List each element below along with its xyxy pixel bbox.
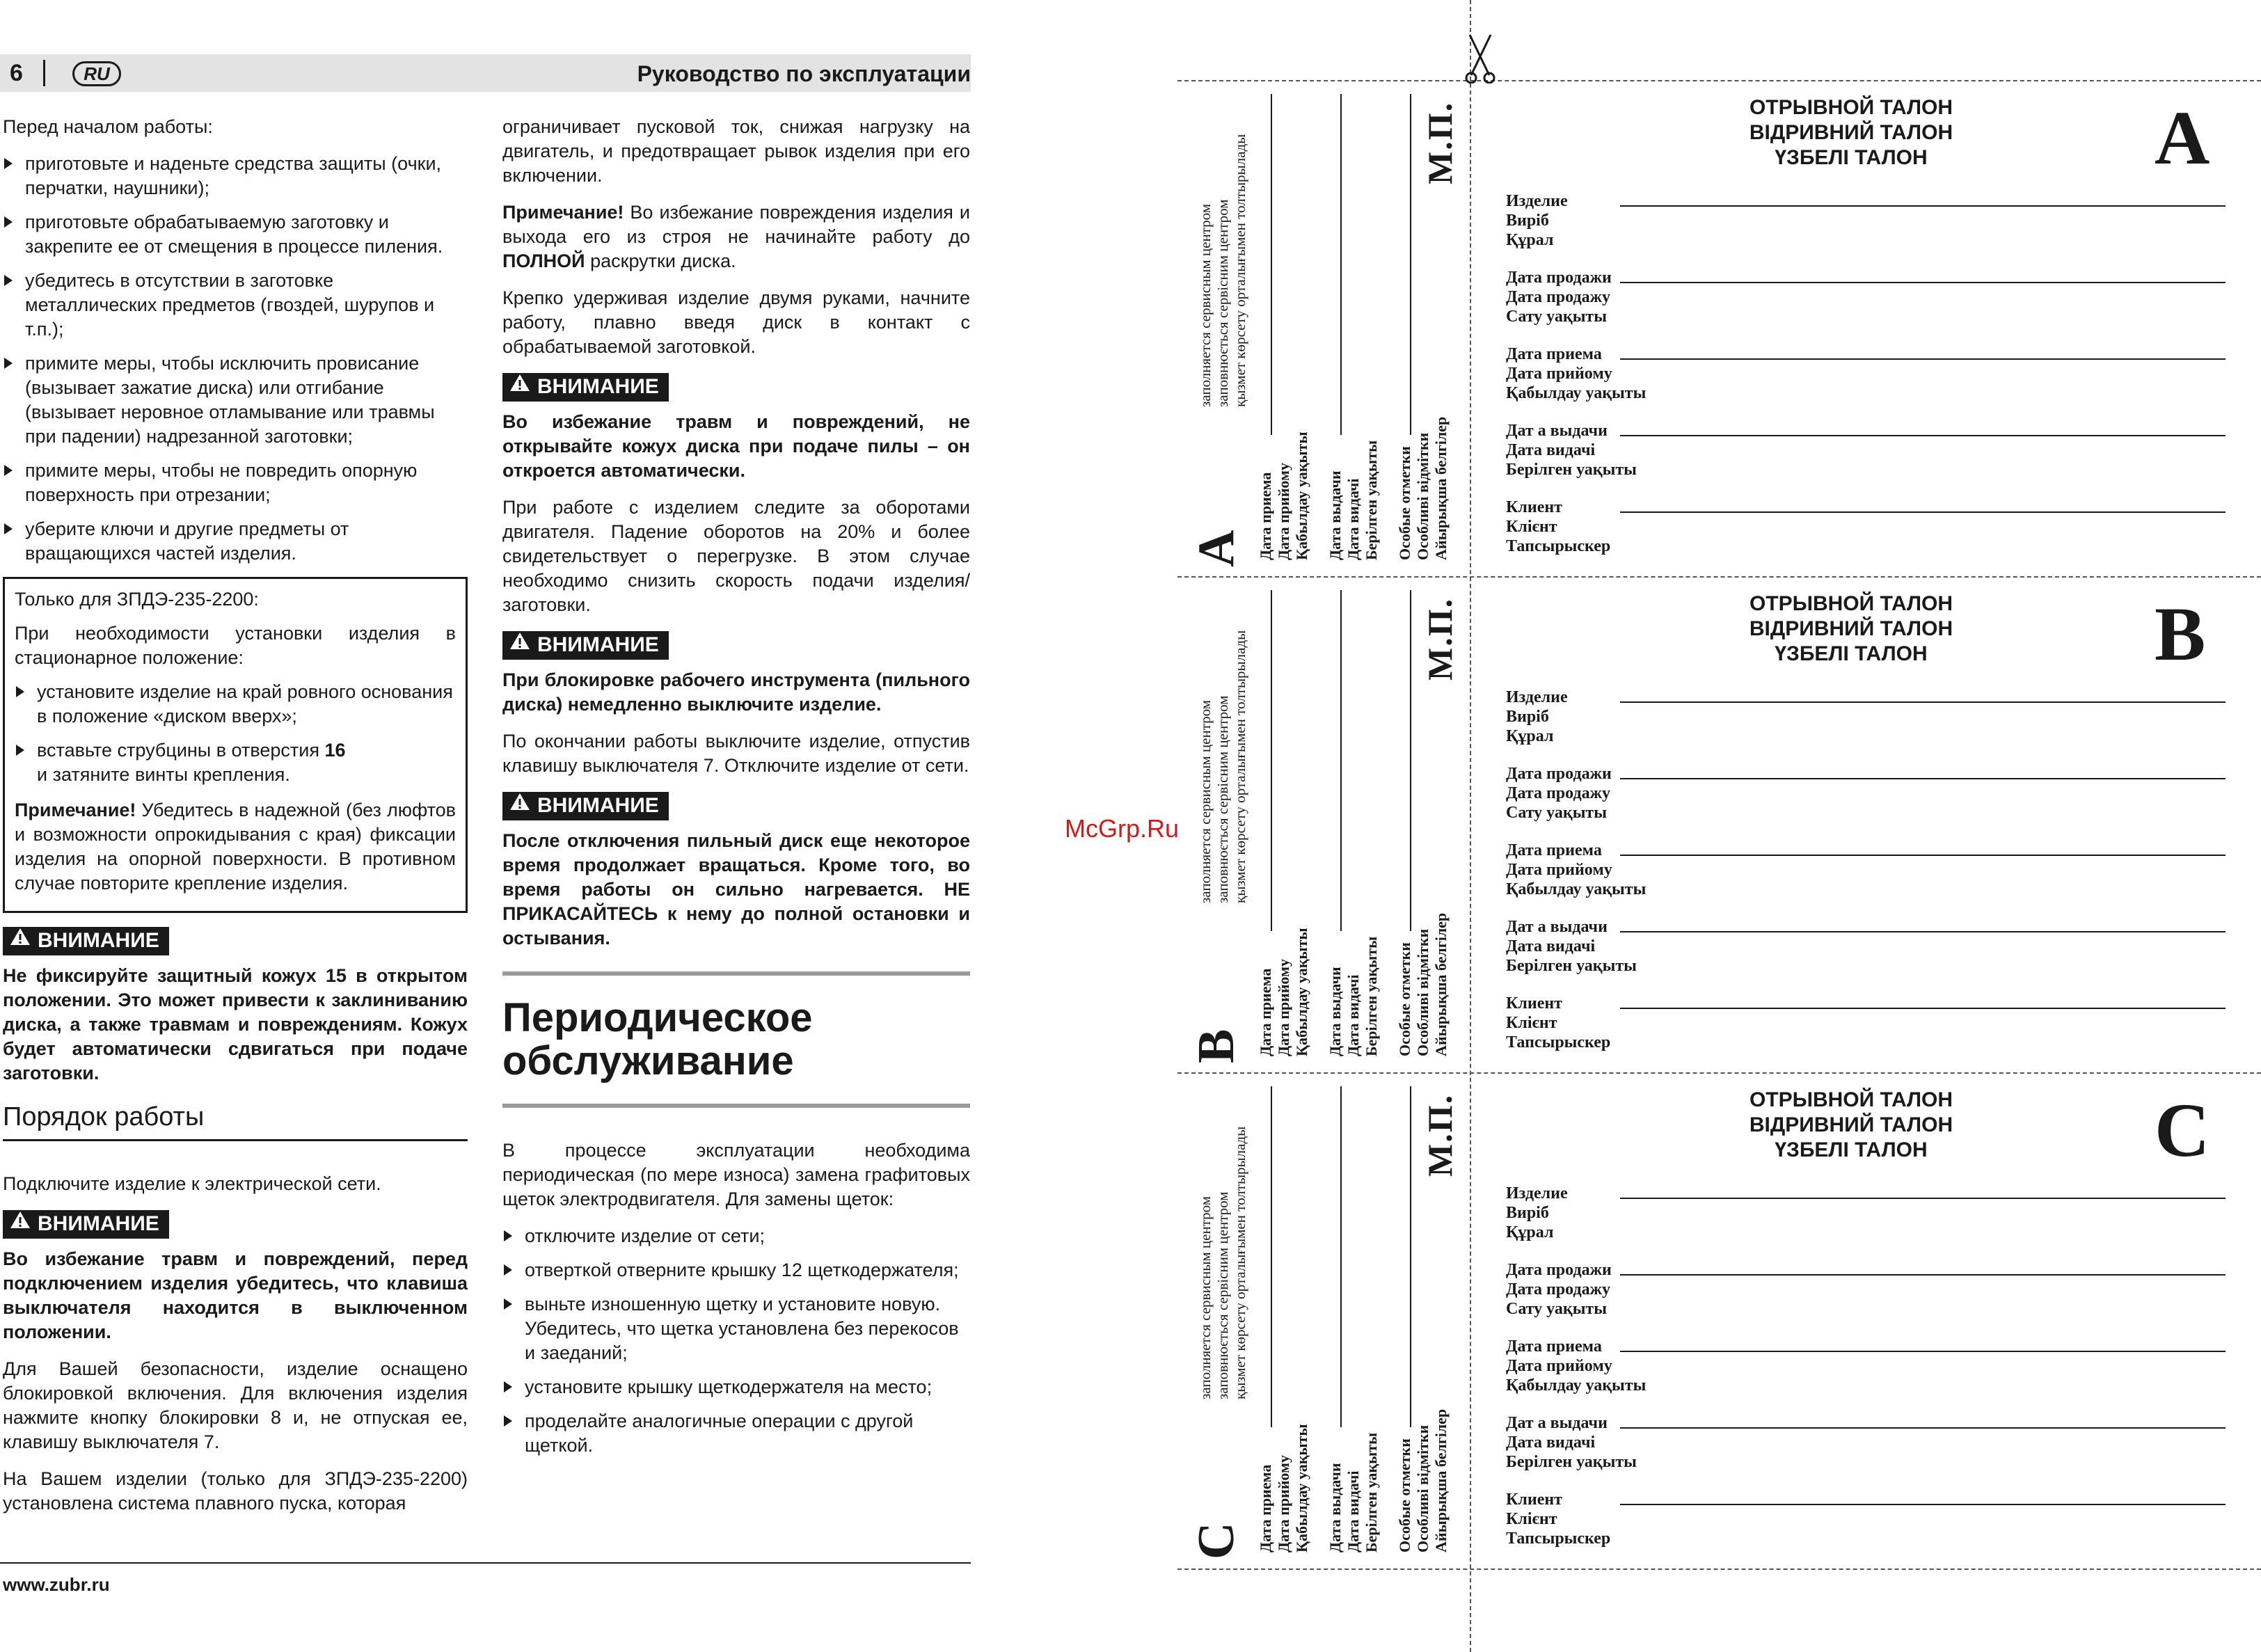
- list-item: приготовьте обрабатываемую заготовку и закрепите ее от смещения в процессе пиления.: [3, 210, 468, 259]
- coupon-field-line[interactable]: [1620, 855, 2226, 856]
- stub-fill-line: [1340, 94, 1342, 435]
- title-line: ОТРЫВНОЙ ТАЛОН: [1749, 96, 1953, 119]
- field-label-line: Сату уақыты: [1506, 1300, 1607, 1318]
- field-label-line: Тапсырыскер: [1506, 1033, 1611, 1051]
- stamp-placeholder: М.П.: [1420, 1093, 1459, 1177]
- stub-line-text: Дата видачі: [1344, 974, 1362, 1056]
- list-item: выньте изношенную щетку и установите новую. Убедитесь, что щетка установлена без перекосов и заеданий;: [502, 1292, 970, 1365]
- warning-icon: [509, 372, 530, 399]
- coupon-title: [1712, 1088, 1990, 1163]
- stub-line-text: Дата прийому: [1275, 463, 1292, 560]
- safety-text: Для Вашей безопасности, изделие оснащено блокировкой включения. Для включения изделия нажмите кнопку блокировки 8 и, не отпуская ее, клавишу выключателя 7.: [3, 1358, 468, 1453]
- coupon-title: [1712, 591, 1990, 667]
- warning-label: ВНИМАНИЕ: [38, 929, 159, 952]
- stub-service-text: [1197, 134, 1249, 407]
- coupon-field-line[interactable]: [1620, 205, 2226, 207]
- coupon-field-label: [1506, 268, 1612, 326]
- stub-line-text: Дата прийому: [1275, 1455, 1292, 1552]
- stub-letter: C: [1188, 1522, 1245, 1559]
- warning-badge: [3, 1210, 169, 1239]
- stub-line-text: Особливі відмітки: [1414, 928, 1431, 1056]
- stub-line-text: Особливі відмітки: [1414, 1424, 1431, 1552]
- section-title: Порядок работы: [3, 1105, 468, 1141]
- stub-line-text: Қабылдау уақыты: [1293, 1424, 1310, 1552]
- cut-line-horizontal: [1177, 1568, 2261, 1570]
- title-line: ҮЗБЕЛІ ТАЛОН: [1775, 1138, 1928, 1161]
- list-item: установите крышку щеткодержателя на место;: [502, 1375, 970, 1399]
- field-label-line: Қабылдау уақыты: [1506, 384, 1647, 402]
- list-item: уберите ключи и другие предметы от вращающихся частей изделия.: [3, 517, 468, 566]
- title-line: ОТРЫВНОЙ ТАЛОН: [1749, 1088, 1953, 1111]
- coupon-field-label: [1506, 191, 1568, 250]
- stub-line-text: заповнюється сервісним центром: [1214, 199, 1231, 407]
- field-label-line: Дата видачі: [1506, 441, 1596, 459]
- warning-label: ВНИМАНИЕ: [537, 375, 659, 398]
- field-label-line: Дата приема: [1506, 841, 1602, 859]
- field-label-line: Клиент: [1506, 994, 1562, 1012]
- field-label-line: Изделие: [1506, 192, 1568, 210]
- field-label-line: Виріб: [1506, 212, 1549, 230]
- stub-line-text: Дата видачі: [1344, 1470, 1362, 1552]
- warning-badge: [3, 927, 169, 955]
- stub-fill-line: [1340, 1086, 1342, 1427]
- field-label-line: Дата продажи: [1506, 765, 1612, 783]
- cut-line-horizontal: [1177, 576, 2261, 578]
- warning-label: ВНИМАНИЕ: [537, 633, 659, 657]
- field-label-line: Қабылдау уақыты: [1506, 1376, 1647, 1395]
- field-label-line: Дата продажу: [1506, 784, 1610, 802]
- coupon-field-line[interactable]: [1620, 1504, 2226, 1505]
- title-line: ҮЗБЕЛІ ТАЛОН: [1775, 642, 1928, 665]
- field-label-line: Дата продажу: [1506, 1280, 1610, 1298]
- field-label-line: Дата продажу: [1506, 288, 1610, 306]
- field-label-line: Дат а выдачи: [1506, 918, 1608, 936]
- item-text: и затяните винты крепления.: [37, 764, 290, 785]
- field-label-line: Тапсырыскер: [1506, 537, 1611, 555]
- field-label-line: Құрал: [1506, 231, 1554, 249]
- warning-icon: [10, 1209, 31, 1237]
- stub-letter: B: [1188, 1028, 1245, 1063]
- stub-line-text: Дата прийому: [1275, 959, 1292, 1056]
- coupon-field-label: [1506, 917, 1637, 976]
- coupon-field-label: [1506, 764, 1612, 823]
- column-left: [3, 115, 468, 1528]
- field-label-line: Клиент: [1506, 1491, 1562, 1509]
- stub-line-text: Особые отметки: [1396, 446, 1413, 560]
- stub-marks: [1396, 913, 1450, 1056]
- stub-accept-date: [1257, 1424, 1311, 1552]
- field-label-line: Дата продажи: [1506, 269, 1612, 287]
- note-paragraph: [502, 200, 970, 273]
- stub-service-text: [1197, 1127, 1249, 1399]
- item-text: вставьте струбцины в отверстия: [37, 740, 325, 761]
- stub-line-text: заповнюється сервісним центром: [1214, 1191, 1231, 1399]
- coupon-field-line[interactable]: [1620, 778, 2226, 779]
- stub-marks: [1396, 417, 1450, 560]
- note-text: Убедитесь в надежной (без люфтов и возможности опрокидывания с края) фиксации изделия на опорной поверхности. В противном случае повторите крепление изделия.: [15, 800, 456, 893]
- list-item: приготовьте и наденьте средства защиты (очки, перчатки, наушники);: [3, 152, 468, 200]
- warning-text: После отключения пильный диск еще некоторое время продолжает вращаться. Кроме того, во время работы он сильно нагревается. НЕ ПРИКАСАЙТЕСЬ к нему до полной остановки и остывания.: [502, 830, 970, 949]
- maintenance-title: Периодическое обслуживание: [502, 971, 970, 1108]
- softstart-text: На Вашем изделии (только для ЗПДЭ-235-2200) установлена система плавного пуска, которая: [3, 1468, 468, 1514]
- stub-fill-line: [1271, 94, 1272, 435]
- field-label-line: Тапсырыскер: [1506, 1530, 1611, 1548]
- coupon-field-label: [1506, 498, 1610, 556]
- field-label-line: Сату уақыты: [1506, 308, 1607, 326]
- coupon-field-label: [1506, 421, 1637, 479]
- stub-line-text: қызмет көрсету орталығымен толтырылады: [1232, 134, 1248, 407]
- title-line: ВІДРИВНИЙ ТАЛОН: [1749, 1113, 1953, 1136]
- list-item: проделайте аналогичные операции с другой щеткой.: [502, 1409, 970, 1458]
- warning-badge: [502, 373, 669, 402]
- field-label-line: Изделие: [1506, 1184, 1568, 1202]
- warning-label: ВНИМАНИЕ: [38, 1212, 159, 1236]
- stationary-mount-box: [3, 577, 468, 913]
- cut-line-vertical: [1470, 0, 1471, 1652]
- coupon-field-line[interactable]: [1620, 1427, 2226, 1429]
- field-label-line: Қабылдау уақыты: [1506, 880, 1647, 898]
- coupon-letter: B: [2155, 591, 2206, 676]
- warning-label: ВНИМАНИЕ: [537, 794, 659, 818]
- warning-icon: [509, 630, 530, 658]
- stub-fill-line: [1410, 1086, 1411, 1427]
- stub-fill-line: [1271, 590, 1272, 931]
- coupon-field-label: [1506, 994, 1610, 1052]
- field-label-line: Клієнт: [1506, 518, 1557, 536]
- box-list: [15, 680, 456, 787]
- box-intro: При необходимости установки изделия в стационарное положение:: [15, 623, 456, 668]
- coupon-field-line[interactable]: [1620, 1274, 2226, 1276]
- stub-line-text: қызмет көрсету орталығымен толтырылады: [1232, 1126, 1248, 1399]
- stub-line-text: Особливі відмітки: [1414, 432, 1431, 560]
- coupon-field-line[interactable]: [1620, 1198, 2226, 1199]
- stub-line-text: Қабылдау уақыты: [1293, 431, 1310, 560]
- coupon-field-label: [1506, 841, 1646, 899]
- cont-text: ограничивает пусковой ток, снижая нагрузку на двигатель, и предотвращает рывок изделия при его включении.: [502, 116, 970, 186]
- stub-line-text: заповнюється сервісним центром: [1214, 695, 1231, 903]
- field-label-line: Виріб: [1506, 708, 1549, 726]
- stub-issue-date: [1326, 440, 1381, 560]
- stub-line-text: Айырықша белгілер: [1432, 416, 1450, 560]
- field-label-line: Құрал: [1506, 727, 1554, 745]
- field-label-line: Дата приема: [1506, 1337, 1602, 1356]
- warning-text: Во избежание травм и повреждений, не открывайте кожух диска при подаче пилы – он откроется автоматически.: [502, 411, 970, 482]
- field-label-line: Дата продажи: [1506, 1261, 1612, 1279]
- stub-line-text: заполняется сервисным центром: [1197, 203, 1214, 407]
- title-line: ВІДРИВНИЙ ТАЛОН: [1749, 121, 1953, 144]
- warning-text: Не фиксируйте защитный кожух 15 в открытом положении. Это может привести к заклиниванию диска, а также травмам и повреждениям. Кожух будет автоматически сдвигаться при подаче заготовки.: [3, 965, 468, 1084]
- page-number: 6: [10, 60, 23, 86]
- stub-line-text: Дата выдачи: [1326, 470, 1344, 560]
- intro-text: Перед началом работы:: [3, 116, 213, 137]
- coupon-field-line[interactable]: [1620, 435, 2226, 436]
- box-title: Только для ЗПДЭ-235-2200:: [15, 589, 259, 610]
- watermark: McGrp.Ru: [1065, 814, 1180, 843]
- maintenance-text: В процессе эксплуатации необходима периодическая (по мере износа) замена графитовых щеток электродвигателя. Для замены щеток:: [502, 1140, 970, 1210]
- stub-line-text: Дата выдачи: [1326, 1463, 1344, 1552]
- title-line: ОТРЫВНОЙ ТАЛОН: [1749, 592, 1953, 615]
- coupon-field-line[interactable]: [1620, 701, 2226, 703]
- field-label-line: Сату уақыты: [1506, 804, 1607, 822]
- field-label-line: Дат а выдачи: [1506, 1414, 1608, 1432]
- warning-badge: [502, 631, 669, 660]
- coupon-field-label: [1506, 1260, 1612, 1319]
- stub-accept-date: [1257, 928, 1311, 1056]
- stub-line-text: Дата приема: [1257, 472, 1274, 560]
- coupon-field-label: [1506, 688, 1568, 746]
- coupon-field-label: [1506, 1413, 1637, 1472]
- stub-issue-date: [1326, 937, 1381, 1056]
- stub-marks: [1396, 1409, 1450, 1552]
- stub-line-text: Қабылдау уақыты: [1293, 928, 1310, 1056]
- note-label: Примечание!: [502, 202, 624, 223]
- field-label-line: Дата прийому: [1506, 1357, 1612, 1375]
- title-line: ҮЗБЕЛІ ТАЛОН: [1775, 146, 1928, 169]
- maintenance-list: [502, 1224, 970, 1458]
- field-label-line: Клієнт: [1506, 1014, 1557, 1032]
- stub-line-text: Айырықша белгілер: [1432, 912, 1450, 1056]
- coupon-field-line[interactable]: [1620, 282, 2226, 283]
- coupon-field-label: [1506, 344, 1646, 403]
- note-text: раскрутки диска.: [585, 251, 736, 271]
- stub-line-text: заполняется сервисным центром: [1197, 699, 1214, 903]
- field-label-line: Клиент: [1506, 498, 1562, 516]
- header-divider: [43, 60, 45, 86]
- stub-line-text: Дата видачі: [1344, 478, 1362, 560]
- coupon-field-line[interactable]: [1620, 1351, 2226, 1352]
- stub-line-text: Айырықша белгілер: [1432, 1408, 1450, 1552]
- finish-text: По окончании работы выключите изделие, отпустив клавишу выключателя 7. Отключите изделие от сети.: [502, 731, 970, 777]
- coupon-field-label: [1506, 1184, 1568, 1242]
- stub-line-text: заполняется сервисным центром: [1197, 1196, 1214, 1399]
- stamp-placeholder: М.П.: [1420, 101, 1459, 184]
- stub-line-text: Берілген уақыты: [1363, 1432, 1380, 1552]
- header-title: Руководство по эксплуатации: [637, 61, 971, 86]
- coupon-field-label: [1506, 1490, 1610, 1548]
- coupon-field-label: [1506, 1337, 1646, 1395]
- stub-fill-line: [1410, 590, 1411, 931]
- stub-line-text: Особые отметки: [1396, 1438, 1413, 1552]
- stub-line-text: Дата выдачи: [1326, 967, 1344, 1056]
- note-emphasis: ПОЛНОЙ: [502, 251, 585, 271]
- coupon-field-line[interactable]: [1620, 931, 2226, 932]
- warning-text: При блокировке рабочего инструмента (пильного диска) немедленно выключите изделие.: [502, 669, 970, 715]
- cut-line-horizontal: [1177, 1072, 2261, 1074]
- field-label-line: Дат а выдачи: [1506, 422, 1608, 440]
- list-item: [15, 738, 456, 787]
- coupon-letter: A: [2155, 95, 2210, 180]
- warning-icon: [10, 926, 31, 953]
- stub-line-text: Берілген уақыты: [1363, 936, 1380, 1056]
- coupon-field-line[interactable]: [1620, 358, 2226, 360]
- stub-line-text: Особые отметки: [1396, 942, 1413, 1056]
- stub-line-text: Дата приема: [1257, 1464, 1274, 1552]
- box-note: [15, 798, 456, 896]
- note-text: Во избежание повреждения изделия и выхода его из строя не начинайте работу до: [502, 202, 970, 247]
- item-ref-number: 16: [324, 740, 346, 761]
- list-item: установите изделие на край ровного основания в положение «диском вверх»;: [15, 680, 456, 729]
- stub-fill-line: [1271, 1086, 1272, 1427]
- list-item: примите меры, чтобы не повредить опорную поверхность при отрезании;: [3, 459, 468, 507]
- field-label-line: Құрал: [1506, 1223, 1554, 1241]
- field-label-line: Дата видачі: [1506, 937, 1596, 955]
- warning-badge: [502, 792, 669, 820]
- field-label-line: Виріб: [1506, 1204, 1549, 1222]
- cut-line-horizontal: [1177, 80, 2261, 81]
- footer-rule: [0, 1562, 971, 1564]
- stub-accept-date: [1257, 431, 1311, 560]
- field-label-line: Берілген уақыты: [1506, 957, 1637, 975]
- field-label-line: Берілген уақыты: [1506, 461, 1637, 479]
- footer-url: www.zubr.ru: [3, 1574, 110, 1595]
- scissors-icon: [1463, 21, 1498, 87]
- list-item: примите меры, чтобы исключить провисание (вызывает зажатие диска) или отгибание (вызывает неровное отламывание или травмы при падении) надрезанной заготовки;: [3, 351, 468, 449]
- stub-fill-line: [1340, 590, 1342, 931]
- title-line: ВІДРИВНИЙ ТАЛОН: [1749, 617, 1953, 640]
- column-right: [502, 115, 970, 1469]
- hold-text: Крепко удерживая изделие двумя руками, начните работу, плавно введя диск в контакт с обрабатываемой заготовкой.: [502, 287, 970, 357]
- field-label-line: Дата приема: [1506, 345, 1602, 363]
- list-item: убедитесь в отсутствии в заготовке металлических предметов (гвоздей, шурупов и т.п.);: [3, 269, 468, 342]
- warning-icon: [509, 791, 530, 818]
- stub-fill-line: [1410, 94, 1411, 435]
- connect-text: Подключите изделие к электрической сети.: [3, 1173, 381, 1195]
- field-label-line: Изделие: [1506, 688, 1568, 706]
- field-label-line: Дата видачі: [1506, 1433, 1596, 1452]
- coupon-field-line[interactable]: [1620, 1008, 2226, 1009]
- stub-line-text: Берілген уақыты: [1363, 440, 1380, 560]
- language-badge: RU: [72, 61, 121, 86]
- warning-text: Во избежание травм и повреждений, перед подключением изделия убедитесь, что клавиша выключателя находится в выключенном положении.: [3, 1248, 468, 1343]
- prep-list: [3, 152, 468, 566]
- stub-line-text: қызмет көрсету орталығымен толтырылады: [1232, 630, 1248, 903]
- stub-issue-date: [1326, 1433, 1381, 1552]
- stub-service-text: [1197, 630, 1249, 903]
- stub-line-text: Дата приема: [1257, 968, 1274, 1056]
- coupon-title: [1712, 95, 1990, 170]
- field-label-line: Дата прийому: [1506, 365, 1612, 383]
- list-item: отверткой отверните крышку 12 щеткодержателя;: [502, 1258, 970, 1282]
- coupon-field-line[interactable]: [1620, 511, 2226, 513]
- field-label-line: Берілген уақыты: [1506, 1453, 1637, 1471]
- note-label: Примечание!: [15, 800, 136, 820]
- stub-letter: A: [1188, 530, 1245, 567]
- list-item: отключите изделие от сети;: [502, 1224, 970, 1248]
- field-label-line: Клієнт: [1506, 1510, 1557, 1528]
- field-label-line: Дата прийому: [1506, 861, 1612, 879]
- coupon-letter: C: [2155, 1088, 2210, 1173]
- rpm-text: При работе с изделием следите за оборотами двигателя. Падение оборотов на 20% и более свидетельствует о перегрузке. В этом случае необходимо снизить скорость подачи изделия/заготовки.: [502, 497, 970, 616]
- stamp-placeholder: М.П.: [1420, 597, 1459, 681]
